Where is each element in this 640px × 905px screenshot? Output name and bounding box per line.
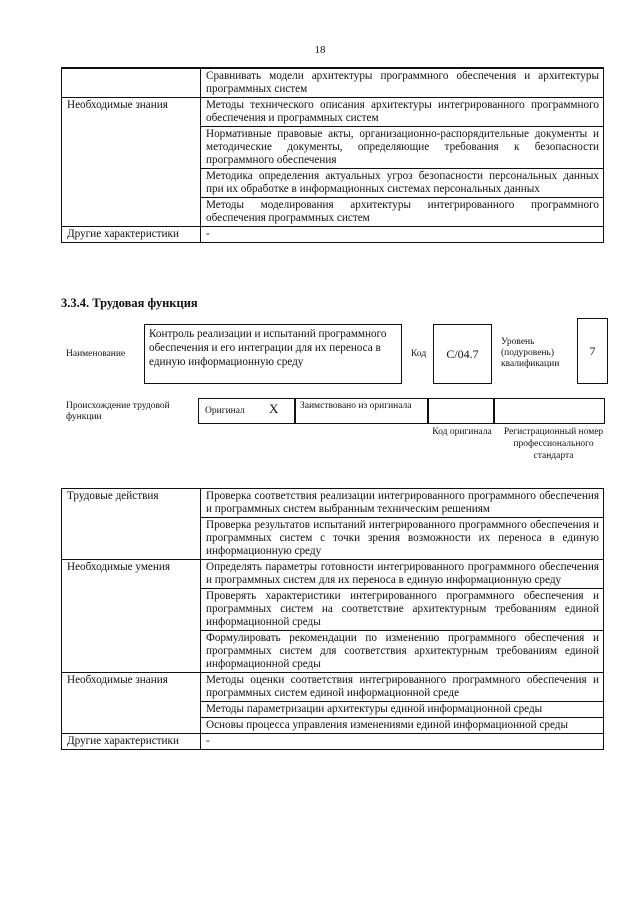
- row-text: Сравнивать модели архитектуры программного обеспечения и архитектуры программных систем: [201, 68, 604, 98]
- row-header: Другие характеристики: [62, 734, 201, 750]
- row-text: Проверка соответствия реализации интегрированного программного обеспечения и программных систем выбранным техническим решениям: [201, 489, 604, 518]
- row-text: Определять параметры готовности интегрированного программного обеспечения и программных систем для их переноса в единую информационную среду: [201, 560, 604, 589]
- row-header: Другие характеристики: [62, 227, 201, 243]
- code-original-cell: [428, 398, 494, 424]
- table-row: [62, 227, 604, 243]
- row-header: Необходимые знания: [62, 98, 201, 227]
- row-text: Формулировать рекомендации по изменению программного обеспечения и программных систем для соответствия архитектурным требованиям единой информационной среды: [201, 631, 604, 673]
- table-row: [62, 560, 604, 589]
- name-label: Наименование: [66, 349, 126, 359]
- origin-label: Происхождение трудовой функции: [66, 401, 170, 422]
- top-requirements-table: [61, 67, 604, 243]
- origin-row: [198, 398, 605, 424]
- table-row: [62, 734, 604, 750]
- section-title: 3.3.4. Трудовая функция: [61, 296, 198, 310]
- row-text: Методы параметризации архитектуры единой информационной среды: [201, 702, 604, 718]
- row-header: Необходимые умения: [62, 560, 201, 673]
- row-text: Проверка результатов испытаний интегрированного программного обеспечения и программных систем с точки зрения возможности их переноса в единую информационную среду: [201, 518, 604, 560]
- code-label: Код: [411, 349, 427, 359]
- page-number: 18: [314, 44, 326, 56]
- row-text: -: [201, 227, 604, 243]
- row-text: Нормативные правовые акты, организационно-распорядительные документы и методические документы, определяющие требования к безопасности программного обеспечения: [201, 127, 604, 169]
- table-row: [62, 673, 604, 702]
- row-header: [62, 68, 201, 98]
- row-text: Проверять характеристики интегрированного программного обеспечения и программных систем на соответствие архитектурным требованиям единой информационной среды: [201, 589, 604, 631]
- table-row: [62, 98, 604, 127]
- original-cell: [198, 398, 295, 424]
- table-row: [62, 489, 604, 518]
- reg-number-cell: [494, 398, 605, 424]
- row-text: Методы технического описания архитектуры интегрированного программного обеспечения и программных систем: [201, 98, 604, 127]
- level-value-box: 7: [577, 318, 608, 384]
- bottom-requirements-table: [61, 488, 604, 750]
- table-row: [62, 68, 604, 98]
- row-header: Трудовые действия: [62, 489, 201, 560]
- borrowed-cell: Заимствовано из оригинала: [295, 398, 428, 424]
- level-label: Уровень (подуровень) квалификации: [501, 337, 560, 369]
- reg-number-label: Регистрационный номер профессионального стандарта: [503, 427, 604, 461]
- function-name-box: Контроль реализации и испытаний программного обеспечения и его интеграции для их переноса в единую информационную среду: [144, 324, 402, 384]
- row-text: Методы оценки соответствия интегрированного программного обеспечения и программных систем единой информационной среде: [201, 673, 604, 702]
- original-mark: Х: [269, 401, 279, 416]
- row-text: Основы процесса управления изменениями единой информационной среды: [201, 718, 604, 734]
- row-text: Методы моделирования архитектуры интегрированного программного обеспечения программных систем: [201, 198, 604, 227]
- row-header: Необходимые знания: [62, 673, 201, 734]
- code-value-box: С/04.7: [433, 324, 492, 384]
- code-original-label: Код оригинала: [432, 427, 492, 437]
- row-text: -: [201, 734, 604, 750]
- row-text: Методика определения актуальных угроз безопасности персональных данных при их обработке в информационных системах персональных данных: [201, 169, 604, 198]
- original-label: Оригинал: [205, 405, 245, 416]
